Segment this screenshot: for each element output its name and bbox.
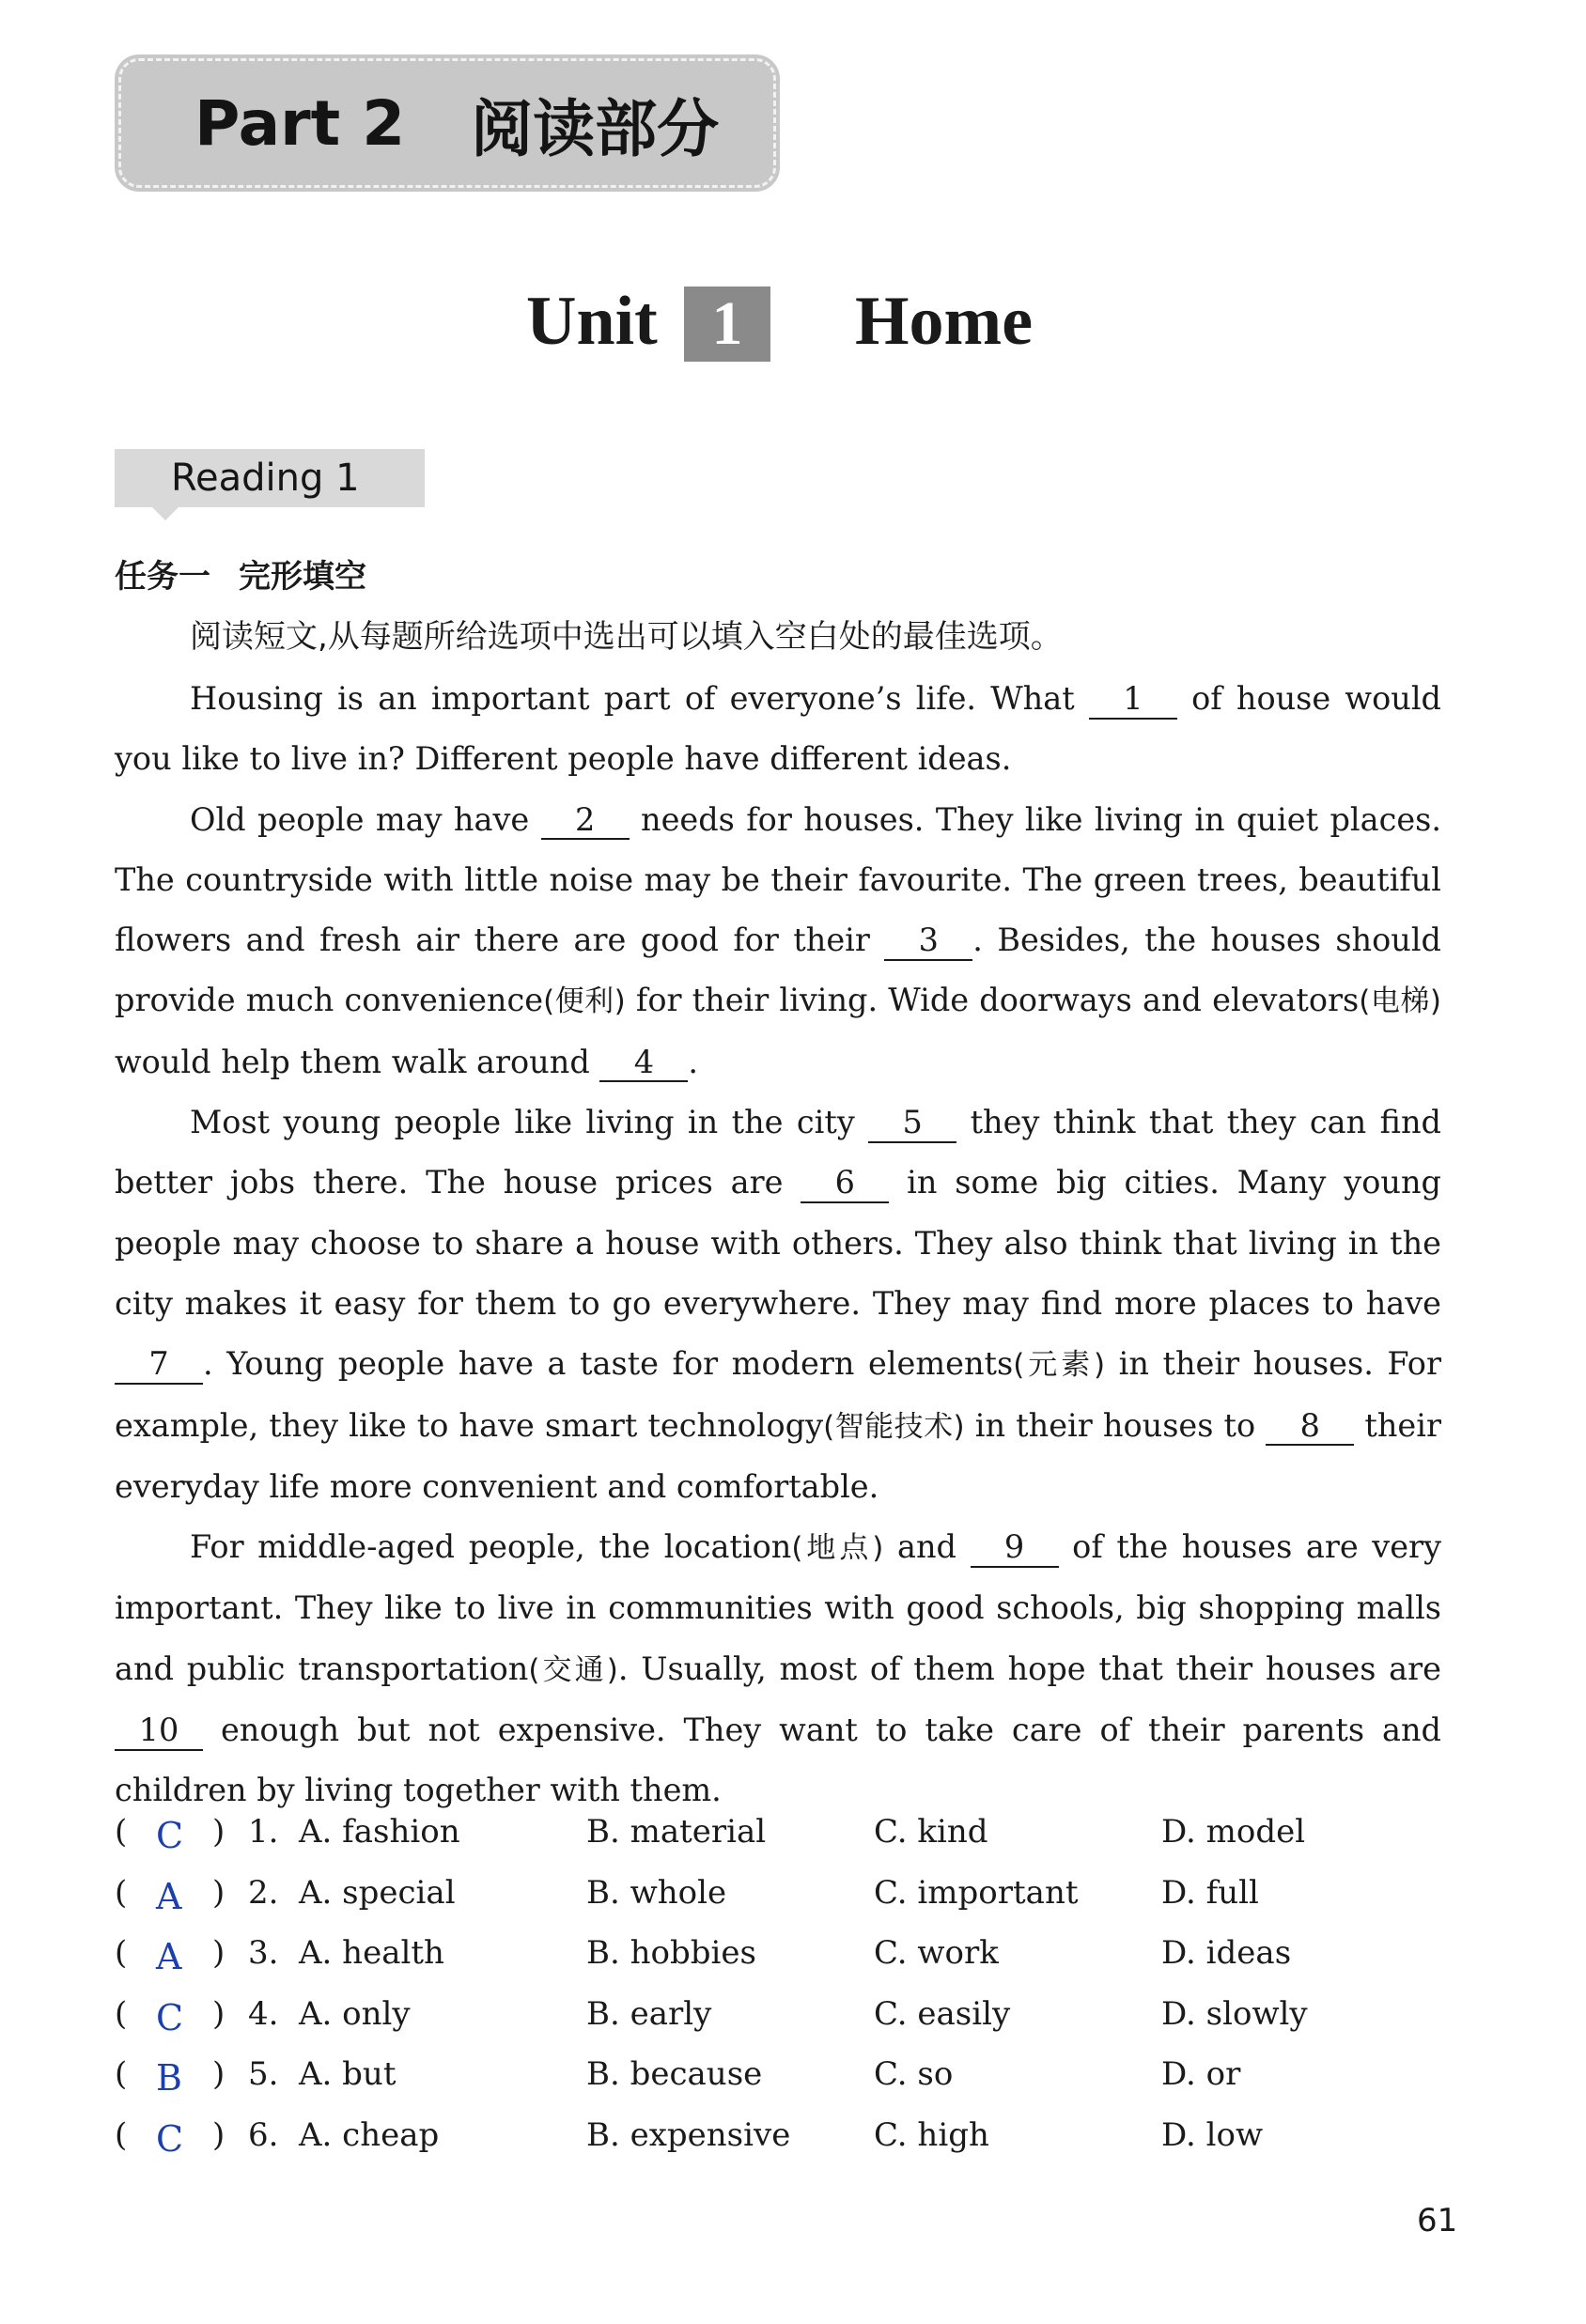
chinese-gloss: (元素) [1013, 1348, 1106, 1383]
task-number: 任务一 [115, 558, 210, 596]
question-row [115, 1995, 1449, 2056]
reading-label: Reading 1 [115, 449, 425, 507]
text: in their houses. For example, they like to have smart technology [115, 1345, 1441, 1444]
blank-5: 5 [868, 1105, 956, 1143]
question-number: 3. [248, 1934, 279, 1972]
question-row [115, 1934, 1449, 1995]
paragraph-2 [115, 790, 1441, 1092]
text: would help them walk around [115, 1043, 600, 1080]
answer-mark: A [156, 1875, 182, 1917]
option-d: D. ideas [1161, 1934, 1292, 1972]
option-d: D. low [1161, 2115, 1264, 2154]
option-b: B. whole [586, 1873, 727, 1912]
text: Most young people like living in the city [190, 1104, 869, 1141]
text: of the houses are very important. They like to live in communities with good schools, big shopping malls and public transportation [115, 1528, 1441, 1687]
option-d: D. model [1161, 1813, 1306, 1851]
task-name: 完形填空 [239, 558, 366, 596]
blank-8: 8 [1266, 1408, 1354, 1447]
passage [115, 669, 1441, 1821]
open-paren: ( [115, 1994, 128, 2033]
option-d: D. full [1161, 1873, 1259, 1912]
task-title [115, 550, 366, 596]
text: . Young people have a taste for modern elements [203, 1345, 1014, 1383]
option-c: C. important [874, 1873, 1079, 1912]
text: in some big cities. Many young people may choose to share a house with others. They also think that living in the city makes it easy for them to go everywhere. They may find more places to have [115, 1164, 1441, 1322]
open-paren: ( [115, 2115, 128, 2154]
open-paren: ( [115, 1813, 128, 1851]
close-paren: ) [212, 2055, 225, 2093]
chinese-gloss: (便利) [543, 984, 626, 1019]
text: needs for houses. They like living in quiet places. The countryside with little noise may be their favourite. The green trees, beautiful flowers and fresh air there are good for their [115, 800, 1441, 959]
text: . Usually, most of them hope that their houses are [617, 1650, 1441, 1687]
open-paren: ( [115, 2055, 128, 2093]
blank-1: 1 [1089, 681, 1177, 720]
text: for their living. Wide doorways and elevators [625, 982, 1360, 1019]
option-b: B. hobbies [586, 1934, 756, 1972]
answer-mark: C [156, 1996, 184, 2038]
close-paren: ) [212, 1813, 225, 1851]
option-c: C. high [874, 2115, 989, 2154]
option-a: A. health [299, 1934, 444, 1972]
question-number: 1. [248, 1813, 279, 1851]
close-paren: ) [212, 1873, 225, 1912]
option-b: B. material [586, 1813, 767, 1851]
blank-2: 2 [541, 802, 630, 841]
question-number: 5. [248, 2055, 279, 2093]
answer-mark: C [156, 2117, 184, 2160]
unit-word: Unit [526, 283, 658, 360]
text: and [883, 1528, 971, 1566]
close-paren: ) [212, 2115, 225, 2154]
blank-4: 4 [599, 1045, 688, 1083]
option-c: C. so [874, 2055, 954, 2093]
chinese-gloss: (交通) [528, 1652, 618, 1687]
answer-mark: C [156, 1815, 184, 1856]
option-a: A. cheap [299, 2115, 440, 2154]
paragraph-3 [115, 1092, 1441, 1517]
option-b: B. because [586, 2055, 763, 2093]
close-paren: ) [212, 1994, 225, 2033]
question-row [115, 2055, 1449, 2116]
task-instructions: 阅读短文,从每题所给选项中选出可以填入空白处的最佳选项。 [190, 618, 1063, 656]
option-a: A. only [299, 1994, 411, 2033]
option-b: B. expensive [586, 2115, 791, 2154]
paragraph-4 [115, 1517, 1441, 1820]
chinese-gloss: (地点) [791, 1531, 884, 1566]
text: of house would you like to live in? Different people have different ideas. [115, 680, 1441, 778]
question-row [115, 2116, 1449, 2177]
blank-9: 9 [971, 1529, 1059, 1568]
question-number: 2. [248, 1873, 279, 1912]
option-d: D. or [1161, 2055, 1241, 2093]
answer-mark: B [156, 2057, 182, 2099]
chinese-gloss: (智能技术) [823, 1409, 965, 1444]
text: Old people may have [190, 800, 541, 838]
page-number: 61 [1417, 2202, 1458, 2239]
unit-name: Home [855, 283, 1034, 360]
option-d: D. slowly [1161, 1994, 1308, 2033]
option-a: A. special [299, 1873, 456, 1912]
open-paren: ( [115, 1934, 128, 1972]
question-number: 6. [248, 2115, 279, 2154]
part-number: Part 2 [194, 86, 406, 160]
text: in their houses to [964, 1406, 1267, 1444]
blank-3: 3 [884, 922, 972, 961]
chinese-gloss: (电梯) [1359, 984, 1441, 1019]
text: . [688, 1043, 699, 1080]
blank-6: 6 [801, 1165, 889, 1203]
option-b: B. early [586, 1994, 712, 2033]
part-banner [118, 58, 776, 188]
option-a: A. fashion [299, 1813, 460, 1851]
part-title: 阅读部分 [471, 92, 720, 165]
text: Housing is an important part of everyone’s life. What [190, 680, 1089, 717]
text: For middle-aged people, the location [190, 1528, 792, 1566]
blank-7: 7 [115, 1346, 203, 1385]
option-c: C. kind [874, 1813, 988, 1851]
question-row [115, 1874, 1449, 1935]
text: enough but not expensive. They want to take care of their parents and children by living together with them. [115, 1712, 1441, 1809]
close-paren: ) [212, 1934, 225, 1972]
text: they think that they can find better jobs there. The house prices are [115, 1104, 1441, 1201]
text: their everyday life more convenient and comfortable. [115, 1406, 1441, 1505]
question-number: 4. [248, 1994, 279, 2033]
answer-mark: A [156, 1936, 182, 1977]
option-a: A. but [299, 2055, 396, 2093]
text: . Besides, the houses should provide much convenience [115, 922, 1442, 1019]
question-options [115, 1813, 1449, 2177]
open-paren: ( [115, 1873, 128, 1912]
question-row [115, 1813, 1449, 1874]
unit-number-badge: 1 [684, 287, 770, 362]
unit-title [0, 282, 1586, 376]
option-c: C. work [874, 1934, 999, 1972]
option-c: C. easily [874, 1994, 1011, 2033]
paragraph-1 [115, 669, 1441, 790]
blank-10: 10 [115, 1712, 203, 1751]
